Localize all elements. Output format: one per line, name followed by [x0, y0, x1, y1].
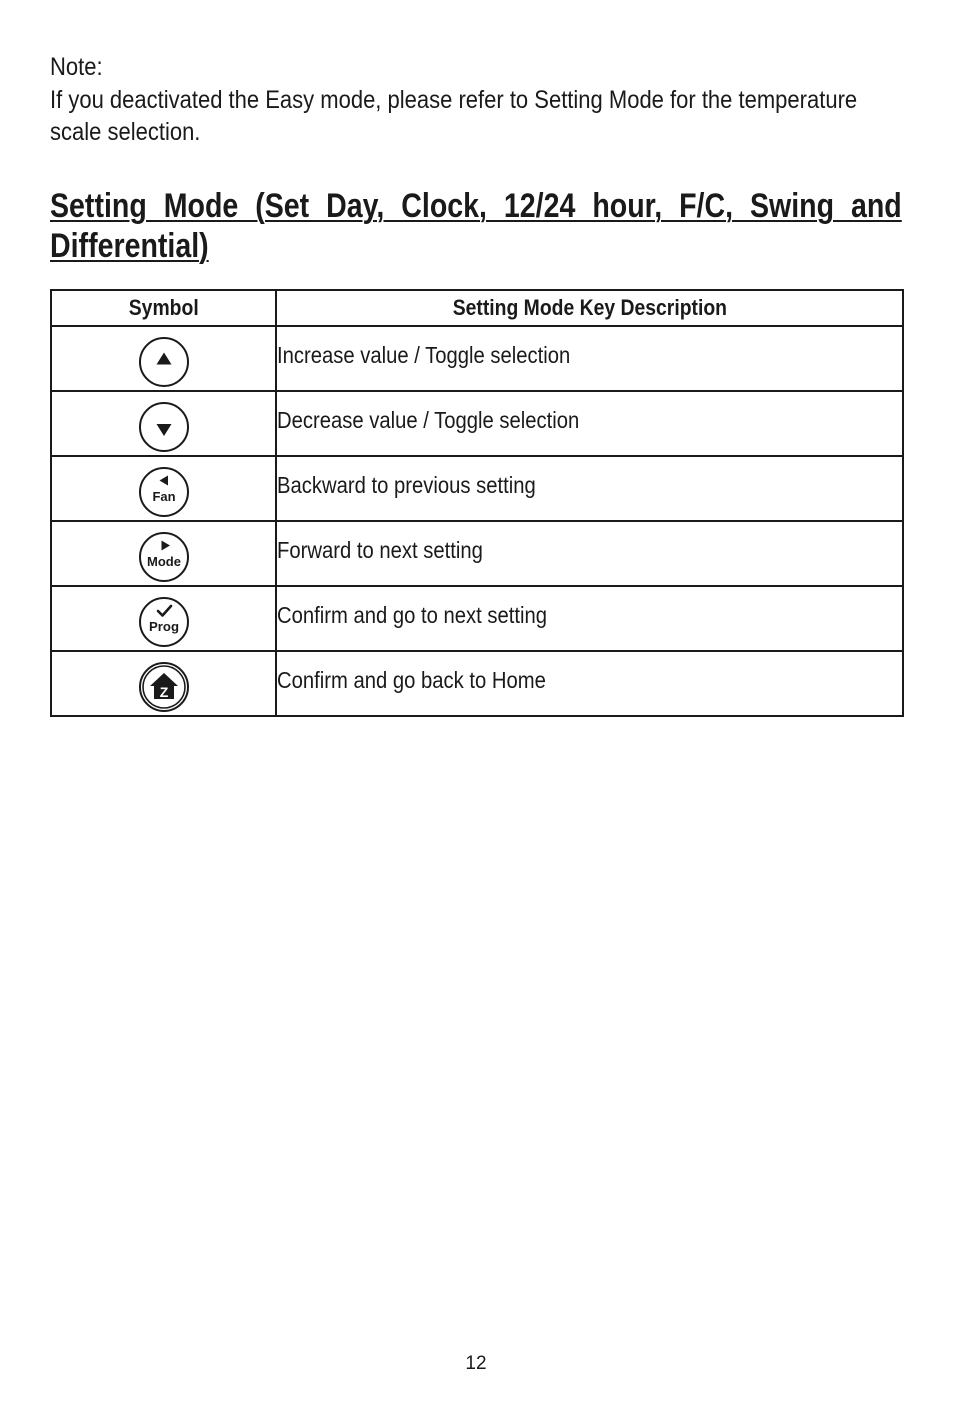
mode-key-label: Mode: [146, 553, 181, 569]
description-cell: Confirm and go back to Home: [276, 651, 903, 716]
fan-key-button: [138, 466, 190, 518]
symbol-cell: [51, 391, 276, 456]
fan-key-label: Fan: [151, 488, 176, 504]
prog-key-label: Prog: [148, 618, 179, 634]
table-row: [51, 651, 903, 716]
description-cell: Backward to previous setting: [276, 456, 903, 521]
left-arrow-icon: [159, 475, 168, 485]
symbol-cell: [51, 456, 276, 521]
prog-key-button: [138, 596, 190, 648]
symbol-cell: [51, 326, 276, 391]
description-cell: Forward to next setting: [276, 521, 903, 586]
table-row: [51, 391, 903, 456]
table-row: [51, 456, 903, 521]
description-cell: Confirm and go to next setting: [276, 586, 903, 651]
checkmark-icon: [158, 606, 171, 616]
symbol-cell: [51, 586, 276, 651]
home-key-button: [138, 661, 190, 713]
description-column-header: Setting Mode Key Description: [276, 290, 903, 326]
down-arrow-icon: [138, 401, 190, 453]
note-text: If you deactivated the Easy mode, please refer to Setting Mode for the temperature scale selection.: [50, 86, 858, 146]
home-key-label: Z: [159, 683, 168, 700]
table-row: [51, 586, 903, 651]
right-arrow-icon: [161, 540, 170, 550]
home-icon: [150, 673, 178, 700]
symbol-cell: [51, 521, 276, 586]
table-row: [51, 326, 903, 391]
mode-key-button: [138, 531, 190, 583]
description-cell: Increase value / Toggle selection: [276, 326, 903, 391]
table-header-row: [51, 290, 903, 326]
table-row: [51, 521, 903, 586]
section-heading: Setting Mode (Set Day, Clock, 12/24 hour, F/C, Swing and Differential): [50, 187, 902, 265]
note-label: Note:: [50, 53, 103, 81]
page-number: 12: [465, 1353, 487, 1374]
symbol-cell: [51, 651, 276, 716]
symbol-column-header: Symbol: [51, 290, 276, 326]
setting-mode-key-table: [50, 289, 904, 717]
up-arrow-icon: [138, 336, 190, 388]
description-cell: Decrease value / Toggle selection: [276, 391, 903, 456]
